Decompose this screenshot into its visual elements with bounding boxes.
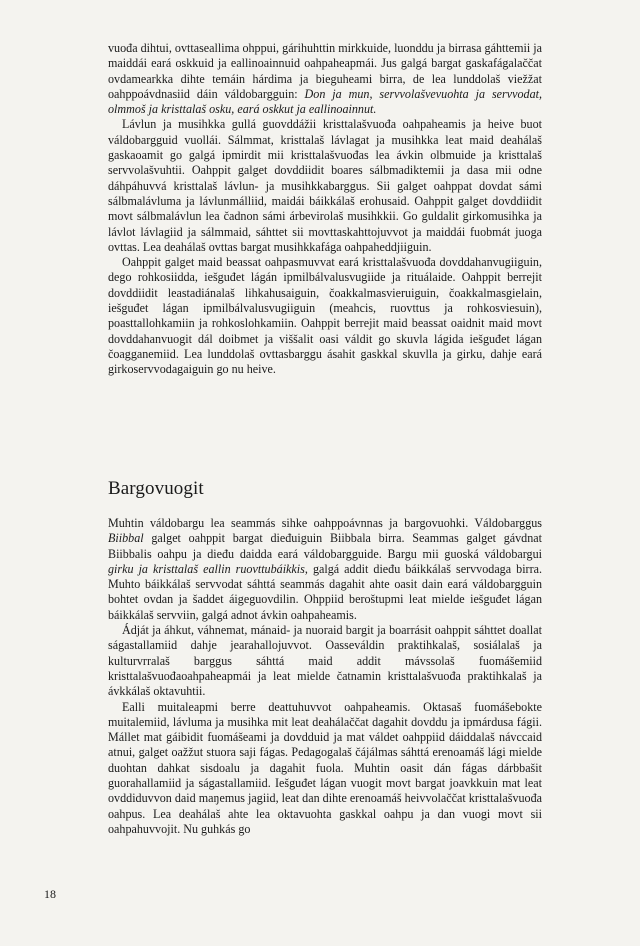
intro-paragraph xyxy=(108,41,542,117)
intro-italic-text: Don ja mun, servvolašvevuohta ja servvodat, olmmoš ja kristtalaš osku, eará oskkut ja eallinoainnut. xyxy=(108,86,543,117)
paragraph-storytelling: Ealli muitaleapmi berre deattuhuvvot oahpaheamis. Oktasaš fuomášebokte muitalemiid, lávluma ja musihka mit leat deahálaččat dagahit dovddu ja ipmárdusa fágii. Mállet mat gáibidit fuomášeami ja dovdduid ja mat váldet oahppiid dáiddalaš návccaid atnui, galget oažžut stuora saji fágas. Pedagogalaš čájálmas sáhttá erenoamáš lági mielde duohtan dahkat sisdoalu ja dagahit fuola. Muhtin oasit dán fágas dárbbašit guorahallamiid ja ságastallamiid. Iešguđet lágan vuogit movt bargat joavkkuin mat leat ovddiduvvon daid maŋemus jagiid, leat dan dihte erenoamáš heivvolaččat kristtalašvuođa oahpus. Lea deahálaš ahte lea oktavuohta gaskkal oahpu ja dan vuogi movt sii oahpahuvvojit. Nu guhkás go xyxy=(108,699,542,836)
paragraph-main-tasks xyxy=(108,516,542,623)
italic-term: girku ja kristtalaš eallin ruovttubáikkis xyxy=(108,561,305,576)
paragraph-confession: Oahppit galget maid beassat oahpasmuvvat eará kristtalašvuođa dovddahanvugiiguin, dego rohkosiidda, iešguđet lágán ipmilbálvalusvugiide ja rituálaide. Oahppit berrejit dovddiidit leastadiánalaš lihkahusaiguin, čoakkalmasvieruiguin, čoakkalmasgielain, iešguđet lágan ipmilbálvalusvugiiguin (meahcis, ruovttus ja rohkosviesuin), poasttallohkamiin ja rohkoslohkamiin. Oahppit berrejit maid beassat oaidnit maid movt dovddahanvuogit dál doibmet ja viššalit oasi váldit go skuvla lágida iešguđet lágan čoagganemiid. Lea lunddolaš ovttasbarggu ásahit gaskkal skuvlla ja girku, dahje eará girkoservvodagaiguin go nu heive. xyxy=(108,255,542,377)
top-text-section xyxy=(108,41,542,378)
text-run: , galgá addit dieđu báikkálaš servvodaga birra. Muhto báikkálaš servvodat sáhttá seammás dagahit ahte oasit dain eará váldobargguin bohtet ovdan ja šaddet áigeguovdilin. Ohppiid beroštupmi leat mielde iešguđet lágan báikkálaš servviin, galgá adnot ávkin oahpaheamis. xyxy=(108,561,542,622)
page-number: 18 xyxy=(44,887,56,901)
paragraph-grandparents: Ádját ja áhkut, váhnemat, mánaid- ja nuoraid bargit ja boarrásit oahppit sáhttet doallat ságastallamiid dahje jearahallojuvvot. Oasseváldin praktihkalaš, sosiálalaš ja kulturvrralaš barggus sáhttá maid addit mávssolaš fuomášemiid kristtalašvuođaoahpaheapmái ja leat mielde čatnamin kristtalašvuođa praktihkalaš ja ávkkálaš oktavuhtii. xyxy=(108,623,542,699)
methods-text-section xyxy=(108,516,542,837)
text-run: Muhtin váldobargu lea seammás sihke oahppoávnnas ja bargovuohki. Váldobarggus xyxy=(108,516,542,530)
italic-term: Biibbal xyxy=(108,531,144,546)
intro-text: vuođa dihtui, ovttaseallima ohppui, gárihuhttin mirkkuide, luonddu ja birrasa gáhttemii ja maiddái eará oskkuid ja eallinoainnuid oahpaheapmái. Jus galgá bargat gaskafágalaččat ovdamearkka dihte temáin hárdima ja bieguheami birra, de lea lunddolaš viežžat oahppoávdnasiid dáin váldobargguin: xyxy=(108,41,542,101)
paragraph-music: Lávlun ja musihkka gullá guovddážii kristtalašvuođa oahpaheamis ja heive buot váldobargguid vuollái. Sálmmat, kristtalaš lávlagat ja musihkka leat maid deahálaš gaskaoamit go galgá ipmirdit mii kristtalašvuođas lea ávkin olbmuide ja kristtalaš servvolašvuhtii. Oahppit galget dovddiidit boares sálbmadiktemii ja dasa mii odne dáhpáhuvvá kristtalaš lávlun- ja musihkkabarggus. Sii galget oahppat dovdat sámi sálbmalávluma ja lávlunmálliid, maidái báikkálaš erohusaid. Oahppit galget dovddiidit movt sálbmalávlun lea čadnon sámi árbevirolaš musihkkii. Go guldalit girkomusihka ja lávlot lávlagiid ja sálmmaid, sáhttet sii movttaskahttojuvvot ja maiddái fuobmát juoga ovttas. Lea deahálaš ovttas bargat musihkkafága oahpaheddjiiguin. xyxy=(108,117,542,254)
text-run: galget oahppit bargat dieđuiguin Biibbala birra. Seammas galget gávdnat Biibbalis oahpu ja dieđu daidda eará váldobargguide. Bargu mii guoská váldobargui xyxy=(108,531,542,561)
section-heading: Bargovuogit xyxy=(108,478,204,499)
